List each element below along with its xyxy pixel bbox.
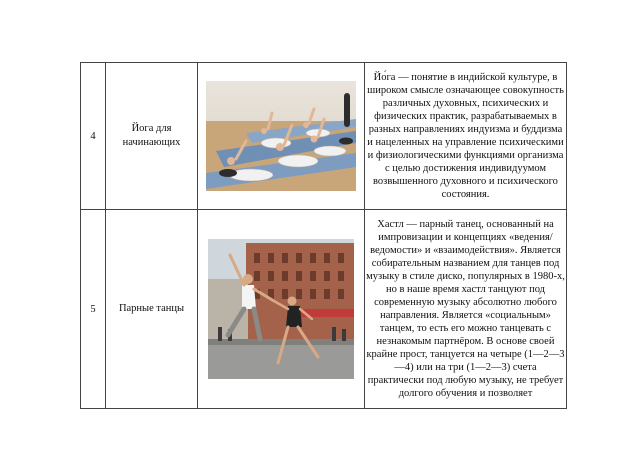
row-number: 5 [81, 210, 106, 409]
activity-description: Йо́га — понятие в индийской культуре, в широком смысле означающее совокупность различных духовных, психических и физических практик, разрабатываемых в разных направлениях индуизма и буддизма и нацеленных на управление психическими и физиологическими функциями организма с целью достижения индивидуумом возвышенного духовного и психического состояния. [365, 63, 567, 210]
activity-description: Хастл — парный танец, основанный на импровизации и концепциях «ведения/ведомости» и «взаимодействия». Является собирательным названием для танцев под музыку в стиле диско, популярных в 1980-х, но в наше время хастл танцуют под современную музыку абсолютно любого направления. Является «социальным» танцем, то есть его можно танцевать с незнакомым партнёром. В основе своей крайне прост, танцуется на четыре (1—2—3—4) или на три (1—2—3) счета практически под любую музыку, не требует долгого обучения и позволяет [365, 210, 567, 409]
activity-name: Парные танцы [106, 210, 198, 409]
dance-photo [208, 239, 354, 379]
activity-image-cell [198, 210, 365, 409]
table-row [81, 210, 567, 409]
table-row [81, 63, 567, 210]
yoga-photo [206, 81, 356, 191]
row-number: 4 [81, 63, 106, 210]
activity-image-cell [198, 63, 365, 210]
activity-name: Йога для начинающих [106, 63, 198, 210]
activities-table [80, 62, 567, 409]
